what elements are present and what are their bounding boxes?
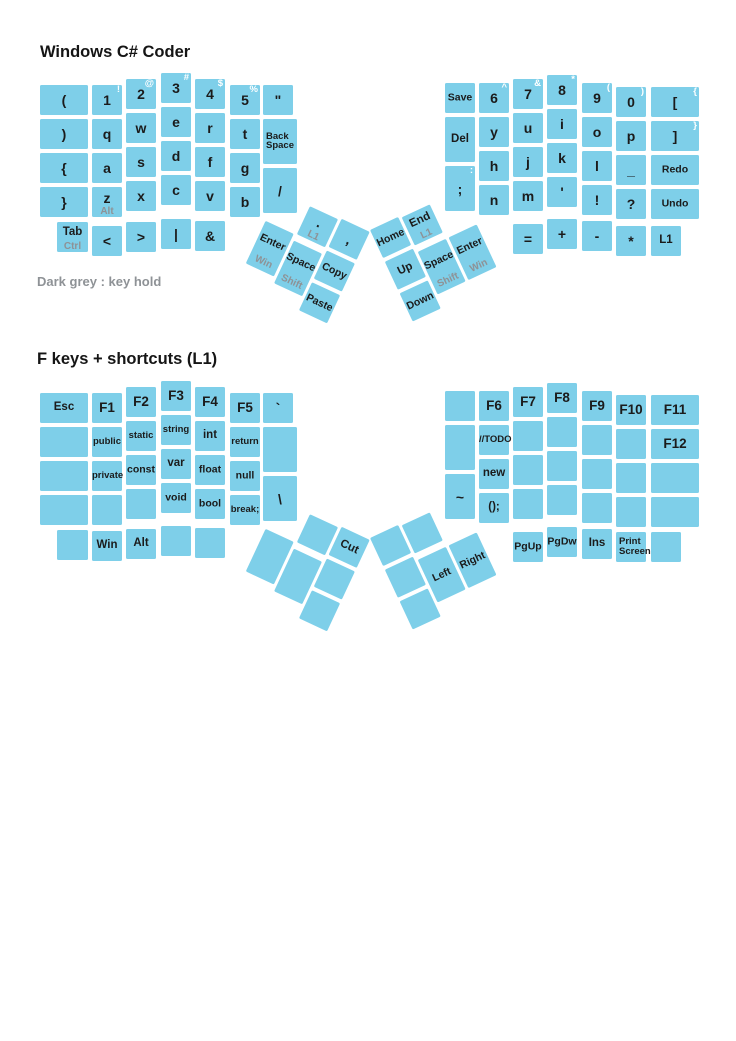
- base-layer-title: Windows C# Coder: [40, 43, 191, 61]
- key-equals: [513, 224, 543, 254]
- key-blank: [582, 493, 612, 523]
- key-save: [445, 83, 475, 113]
- key-f12: [651, 429, 699, 459]
- key-blank: [92, 495, 122, 525]
- key-label: Cut: [338, 537, 361, 556]
- key-shift-label: #: [183, 72, 189, 83]
- key-l1: [651, 226, 681, 256]
- key-hold-label: Win: [252, 253, 275, 272]
- key-label: t: [242, 125, 248, 142]
- key-label: Space: [422, 248, 456, 273]
- key-label: c: [172, 181, 180, 198]
- key-label: static: [128, 430, 154, 442]
- key-label: int: [202, 429, 218, 442]
- key-v: [195, 181, 225, 211]
- key-f7: [513, 387, 543, 417]
- key-label: &: [204, 227, 216, 244]
- key-label: Home: [374, 225, 407, 249]
- key-6: [479, 83, 509, 113]
- key-label: const: [126, 463, 155, 476]
- key-label: f: [207, 153, 213, 170]
- key-label: >: [136, 228, 146, 245]
- key-label: Tab: [62, 225, 83, 238]
- key-label: m: [521, 187, 535, 204]
- key-brace-close: [40, 187, 88, 217]
- key-label: j: [526, 153, 530, 170]
- key-blank: [40, 495, 88, 525]
- key-3: [161, 73, 191, 103]
- key-e: [161, 107, 191, 137]
- key-void: [161, 483, 191, 513]
- key-u: [513, 113, 543, 143]
- key-label: \: [278, 490, 282, 507]
- key-private: [92, 461, 122, 491]
- key-label: private: [92, 470, 124, 482]
- key-label: (: [61, 91, 67, 108]
- key-label: =: [523, 230, 533, 247]
- key-label: *: [628, 232, 634, 249]
- key-label: v: [206, 187, 214, 204]
- key-label: n: [489, 191, 499, 208]
- key-label: -: [594, 227, 600, 244]
- key-f9: [582, 391, 612, 421]
- key-label: 5: [241, 91, 249, 108]
- key-z: [92, 187, 122, 217]
- key-label: ]: [672, 127, 678, 144]
- key-label: u: [523, 119, 533, 136]
- key-blank: [195, 528, 225, 558]
- key-label: `: [275, 399, 281, 416]
- key-ins: [582, 529, 612, 559]
- key-q: [92, 119, 122, 149]
- key-s: [126, 147, 156, 177]
- key-label: Enter: [258, 231, 288, 254]
- key-plus: [547, 219, 577, 249]
- key-new: [479, 459, 509, 489]
- key-label: ~: [455, 488, 465, 505]
- key-backtick: [263, 393, 293, 423]
- key-c: [161, 175, 191, 205]
- key-float: [195, 455, 225, 485]
- key-label: [: [672, 93, 678, 110]
- key-label: w: [135, 119, 147, 136]
- key-del: [445, 117, 475, 162]
- key-label: 1: [103, 91, 111, 108]
- key-label: b: [240, 193, 250, 210]
- key-j: [513, 147, 543, 177]
- key-blank: [40, 427, 88, 457]
- key-t: [230, 119, 260, 149]
- key-tab: [57, 222, 88, 252]
- key-hold-label: L1: [305, 228, 321, 244]
- key-label: .: [314, 214, 325, 231]
- key-less-than: [92, 226, 122, 256]
- key-static: [126, 421, 156, 451]
- key-hold-label: Win: [468, 257, 490, 275]
- key-label: F7: [520, 394, 536, 410]
- key-label: Redo: [661, 163, 689, 176]
- key-blank: [40, 461, 88, 491]
- key-f2: [126, 387, 156, 417]
- key-d: [161, 141, 191, 171]
- key-label: 4: [206, 85, 214, 102]
- key-win: [92, 531, 122, 561]
- key-blank: [161, 526, 191, 556]
- key-pipe: [161, 219, 191, 249]
- key-shift-label: %: [249, 84, 258, 95]
- key-label: ,: [344, 231, 355, 248]
- key-label: k: [558, 149, 566, 166]
- key-hold-label: Shift: [435, 270, 461, 290]
- key-label: q: [102, 125, 112, 142]
- key-label: Alt: [133, 537, 149, 550]
- key-null: [230, 461, 260, 491]
- key-label: F5: [237, 400, 253, 416]
- key-shift-label: ): [640, 86, 644, 97]
- key-brace-open: [40, 153, 88, 183]
- key-label: var: [167, 457, 185, 470]
- key-label: string: [162, 424, 190, 436]
- key-blank: [547, 417, 577, 447]
- key-label: F11: [663, 402, 687, 418]
- key-shift-label: $: [217, 78, 223, 89]
- key-label: Ins: [588, 537, 606, 550]
- key-blank: [445, 425, 475, 470]
- key-label: ;: [457, 180, 463, 197]
- key-label: End: [407, 210, 433, 231]
- key-print-screen: [616, 532, 651, 562]
- key-string: [161, 415, 191, 445]
- key-label: F10: [619, 402, 643, 418]
- key-g: [230, 153, 260, 183]
- key-apostrophe: [547, 177, 577, 207]
- key-label: new: [482, 467, 506, 480]
- key-label: F9: [589, 398, 605, 414]
- key-f1: [92, 393, 122, 423]
- key-return: [230, 427, 260, 457]
- key-label: ": [274, 91, 282, 108]
- key-bool: [195, 489, 225, 519]
- key-hold-label: Ctrl: [63, 241, 82, 252]
- key-label: PgUp: [514, 540, 542, 553]
- key-label: 9: [593, 89, 601, 106]
- key-label: +: [557, 225, 567, 242]
- key-label: Undo: [661, 197, 689, 210]
- key-label: Right: [457, 548, 488, 572]
- key-label: p: [626, 127, 636, 144]
- key-shift-label: @: [144, 78, 154, 89]
- key-public: [92, 427, 122, 457]
- key-0: [616, 87, 646, 117]
- key-label: Win: [96, 539, 118, 552]
- key-undo: [651, 189, 699, 219]
- key-label: return: [231, 436, 259, 448]
- key-label: g: [240, 159, 250, 176]
- key-label: Down: [404, 289, 436, 313]
- key-label: float: [198, 463, 222, 476]
- key-label: Left: [430, 564, 453, 584]
- key-label: F12: [663, 436, 687, 452]
- key-f4: [195, 387, 225, 417]
- key-label: /: [278, 182, 282, 199]
- key-label: Paste: [304, 291, 335, 314]
- key-blank: [582, 425, 612, 455]
- key-f5: [230, 393, 260, 423]
- key-7: [513, 79, 543, 109]
- key-label: h: [489, 157, 499, 174]
- key-4: [195, 79, 225, 109]
- key-hold-label: L1: [418, 226, 435, 242]
- key-label: //TODO: [479, 434, 512, 446]
- key-const: [126, 455, 156, 485]
- key-h: [479, 151, 509, 181]
- key-a: [92, 153, 122, 183]
- key-parens-semicolon: [479, 493, 509, 523]
- key-hold-label: Alt: [100, 206, 114, 217]
- key-blank: [616, 429, 646, 459]
- key-f6: [479, 391, 509, 421]
- key-label: z: [103, 189, 111, 206]
- key-label: L1: [659, 234, 673, 247]
- key-label: Esc: [53, 401, 75, 414]
- key-blank: [513, 455, 543, 485]
- key-blank: [513, 489, 543, 519]
- key-label: i: [560, 115, 564, 132]
- key-label: y: [490, 123, 498, 140]
- key-blank: [547, 485, 577, 515]
- key-f11: [651, 395, 699, 425]
- key-f: [195, 147, 225, 177]
- key-shift-label: {: [693, 86, 697, 97]
- key-paren-close: [40, 119, 88, 149]
- key-break: [230, 495, 260, 525]
- key-label: _: [627, 161, 635, 178]
- key-b: [230, 187, 260, 217]
- key-int: [195, 421, 225, 451]
- key-shift-label: &: [534, 78, 541, 89]
- key-blank: [651, 497, 699, 527]
- key-m: [513, 181, 543, 211]
- key-back-space: [263, 119, 297, 164]
- key-label: l: [595, 157, 599, 174]
- key-pgup: [513, 532, 543, 562]
- key-label: ?: [626, 195, 636, 212]
- key-blank: [445, 391, 475, 421]
- key-shift-label: !: [116, 84, 120, 95]
- key-label: r: [207, 119, 213, 136]
- key-r: [195, 113, 225, 143]
- key-shift-label: }: [693, 120, 697, 131]
- key-label: x: [137, 187, 145, 204]
- key-label: break;: [230, 504, 260, 516]
- fn-layer-title: F keys + shortcuts (L1): [37, 350, 218, 368]
- key-blank: [57, 530, 88, 560]
- key-label: d: [171, 147, 181, 164]
- key-label: s: [137, 153, 145, 170]
- key-label: |: [174, 225, 178, 242]
- key-esc: [40, 393, 88, 423]
- key-2: [126, 79, 156, 109]
- key-label: <: [102, 232, 112, 249]
- key-label: PgDw: [547, 535, 577, 548]
- key-blank: [616, 497, 646, 527]
- key-blank: [651, 463, 699, 493]
- key-shift-label: ^: [501, 82, 507, 93]
- key-f3: [161, 381, 191, 411]
- key-w: [126, 113, 156, 143]
- key-x: [126, 181, 156, 211]
- key-ampersand: [195, 221, 225, 251]
- key-9: [582, 83, 612, 113]
- key-8: [547, 75, 577, 105]
- key-label: 0: [627, 93, 635, 110]
- key-5: [230, 85, 260, 115]
- key-blank: [651, 532, 681, 562]
- key-blank: [582, 459, 612, 489]
- key-l: [582, 151, 612, 181]
- key-label: Back Space: [266, 130, 294, 152]
- key-label: null: [235, 469, 255, 482]
- key-blank: [547, 451, 577, 481]
- key-blank: [263, 427, 297, 472]
- key-bracket-close: [651, 121, 699, 151]
- key-label: F4: [202, 394, 218, 410]
- key-blank: [616, 463, 646, 493]
- key-exclamation: [582, 185, 612, 215]
- key-label: {: [61, 159, 67, 176]
- key-i: [547, 109, 577, 139]
- key-label: Del: [451, 132, 469, 145]
- key-question: [616, 189, 646, 219]
- key-redo: [651, 155, 699, 185]
- key-bracket-open: [651, 87, 699, 117]
- key-label: F2: [133, 394, 149, 410]
- key-blank: [513, 421, 543, 451]
- key-label: Save: [447, 91, 473, 104]
- key-label: Space: [284, 250, 318, 275]
- key-label: public: [93, 436, 121, 448]
- key-todo-comment: [479, 425, 512, 455]
- key-label: F6: [486, 398, 502, 414]
- key-label: 6: [490, 89, 498, 106]
- key-label: bool: [198, 497, 222, 510]
- key-label: Enter: [454, 234, 485, 258]
- key-label: 3: [172, 79, 180, 96]
- key-var: [161, 449, 191, 479]
- key-minus: [582, 221, 612, 251]
- key-label: 2: [137, 85, 145, 102]
- key-label: Print Screen: [619, 536, 651, 557]
- key-label: F3: [168, 388, 184, 404]
- key-hold-label: Shift: [279, 272, 305, 292]
- key-label: o: [592, 123, 602, 140]
- key-p: [616, 121, 646, 151]
- key-1: [92, 85, 122, 115]
- key-label: 7: [524, 85, 532, 102]
- key-label: F8: [554, 390, 570, 406]
- key-greater-than: [126, 222, 156, 252]
- key-label: a: [103, 159, 111, 176]
- key-label: ): [61, 125, 67, 142]
- key-shift-label: :: [469, 165, 473, 176]
- key-shift-label: (: [606, 82, 610, 93]
- key-o: [582, 117, 612, 147]
- key-blank: [126, 489, 156, 519]
- key-n: [479, 185, 509, 215]
- key-label: void: [165, 491, 187, 504]
- key-k: [547, 143, 577, 173]
- key-underscore: [616, 155, 646, 185]
- key-alt: [126, 529, 156, 559]
- key-label: e: [172, 113, 180, 130]
- key-label: }: [61, 193, 67, 210]
- key-y: [479, 117, 509, 147]
- key-label: 8: [558, 81, 566, 98]
- key-label: !: [594, 191, 600, 208]
- key-label: ': [560, 183, 564, 200]
- key-label: Up: [395, 259, 415, 278]
- legend-note: Dark grey : key hold: [37, 274, 162, 289]
- key-paren-open: [40, 85, 88, 115]
- key-double-quote: [263, 85, 293, 115]
- key-f8: [547, 383, 577, 413]
- key-asterisk: [616, 226, 646, 256]
- key-pgdw: [547, 527, 577, 557]
- key-label: F1: [99, 400, 115, 416]
- key-shift-label: *: [571, 74, 575, 85]
- key-label: Copy: [320, 259, 349, 282]
- key-f10: [616, 395, 646, 425]
- key-label: ();: [488, 501, 500, 514]
